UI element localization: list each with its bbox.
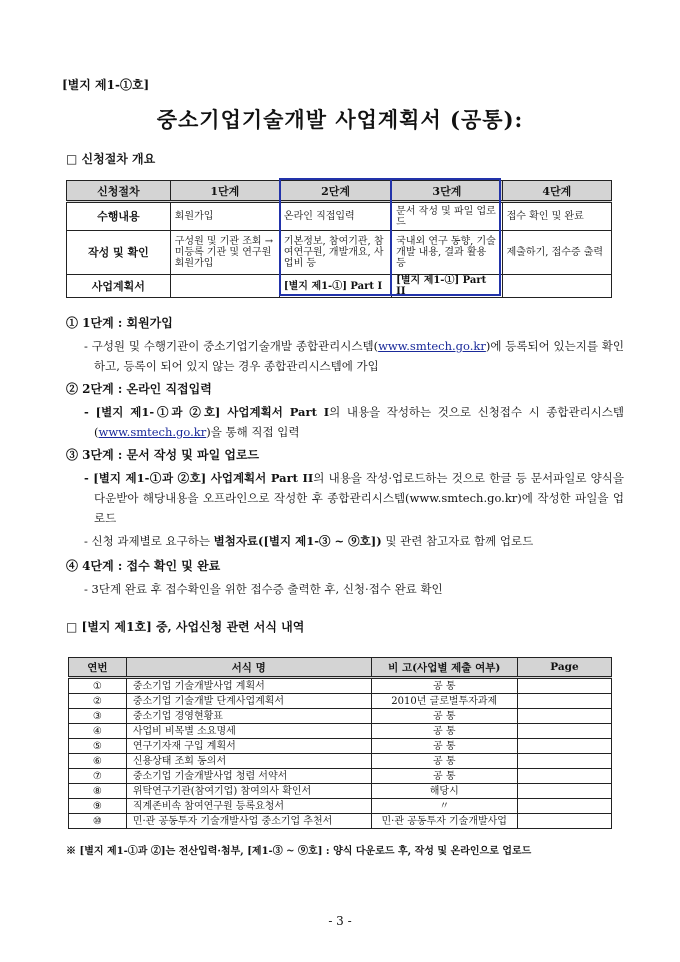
remark-cell: 해당시	[371, 784, 517, 799]
footnote: ※ [별지 제1-①과 ②]는 전산입력·첨부, [제1-③ ~ ⑨호] : 양식 다운로드 후, 작성 및 온라인으로 업로드	[66, 846, 532, 857]
text: - 구성원 및 수행기관이 중소기업기술개발 종합관리시스템(	[84, 339, 379, 353]
table-cell: 회원가입	[170, 202, 279, 231]
highlight-divider	[390, 178, 392, 296]
text: 및 관련 참고자료 함께 업로드	[381, 534, 534, 548]
table-header-row	[69, 658, 612, 678]
row-label: 작성 및 확인	[67, 231, 171, 275]
table-cell: [별지 제1-①] Part II	[392, 275, 502, 298]
remark-cell: 공 통	[371, 724, 517, 739]
text: - 3단계 완료 후 접수확인을 위한 접수증 출력한 후, 신청·접수 완료 확인	[84, 582, 443, 596]
table-cell: 문서 작성 및 파일 업로드	[392, 202, 502, 231]
row-label: 수행내용	[67, 202, 171, 231]
step-description	[84, 402, 624, 442]
remark-cell: 민·관 공동투자 기술개발사업	[371, 814, 517, 829]
form-number: [별지 제1-①호]	[62, 78, 150, 92]
form-name-cell: 신용상태 조회 동의서	[126, 754, 371, 769]
table-cell: 제출하기, 접수증 출력	[502, 231, 611, 275]
column-header: 서식 명	[126, 658, 371, 678]
section-heading-forms: □ [별지 제1호] 중, 사업신청 관련 서식 내역	[66, 620, 305, 634]
text: 의 내용을 작성하는 것으로 신청접수 시 종합관리시스템(	[94, 405, 624, 439]
step-heading: ④ 4단계 : 접수 확인 및 완료	[66, 559, 221, 573]
table-cell: 구성원 및 기관 조회 → 미등록 기관 및 연구원 회원가입	[170, 231, 279, 275]
column-header: 연번	[69, 658, 127, 678]
step-description	[84, 336, 624, 376]
column-header: 4단계	[502, 181, 611, 202]
row-number-cell: ①	[69, 678, 127, 694]
row-number-cell: ⑥	[69, 754, 127, 769]
table-row	[69, 814, 612, 829]
row-number-cell: ②	[69, 694, 127, 709]
table-row	[69, 694, 612, 709]
table-cell: 기본정보, 참여기관, 참여연구원, 개발개요, 사업비 등	[279, 231, 391, 275]
bold-text: - [별지 제1-①과 ②호] 사업계획서 Part II	[84, 471, 314, 485]
step-description	[84, 468, 624, 528]
forms-table	[68, 657, 612, 829]
page-cell	[517, 739, 611, 754]
table-row	[69, 769, 612, 784]
row-number-cell: ⑩	[69, 814, 127, 829]
form-name-cell: 직계존비속 참여연구원 등록요청서	[126, 799, 371, 814]
form-name-cell: 사업비 비목별 소요명세	[126, 724, 371, 739]
step-heading: ① 1단계 : 회원가입	[66, 316, 173, 330]
row-number-cell: ⑧	[69, 784, 127, 799]
table-row	[69, 739, 612, 754]
form-name-cell: 중소기업 기술개발 단계사업계획서	[126, 694, 371, 709]
page-title: 중소기업기술개발 사업계획서 (공통):	[156, 107, 524, 132]
smtech-link[interactable]: www.smtech.go.kr	[378, 339, 486, 353]
row-number-cell: ③	[69, 709, 127, 724]
text: - 신청 과제별로 요구하는	[84, 534, 214, 548]
page-cell	[517, 754, 611, 769]
page-cell	[517, 678, 611, 694]
remark-cell: 공 통	[371, 678, 517, 694]
row-number-cell: ⑨	[69, 799, 127, 814]
table-cell: 접수 확인 및 완료	[502, 202, 611, 231]
step-description	[84, 531, 624, 551]
row-number-cell: ⑤	[69, 739, 127, 754]
table-row	[69, 724, 612, 739]
section-heading-procedure: □ 신청절차 개요	[66, 152, 156, 166]
table-row	[69, 799, 612, 814]
remark-cell: 2010년 글로벌투자과제	[371, 694, 517, 709]
page-cell	[517, 784, 611, 799]
table-row	[69, 709, 612, 724]
table-cell: [별지 제1-①] Part I	[279, 275, 391, 298]
form-name-cell: 연구기자재 구입 계획서	[126, 739, 371, 754]
table-row	[69, 784, 612, 799]
table-cell	[502, 275, 611, 298]
step-description	[84, 579, 624, 599]
text: )을 통해 직접 입력	[206, 425, 300, 439]
page-cell	[517, 709, 611, 724]
column-header: Page	[517, 658, 611, 678]
table-cell: 온라인 직접입력	[279, 202, 391, 231]
column-header: 1단계	[170, 181, 279, 202]
page-cell	[517, 724, 611, 739]
form-name-cell: 위탁연구기관(참여기업) 참여의사 확인서	[126, 784, 371, 799]
smtech-link[interactable]: www.smtech.go.kr	[98, 425, 207, 439]
page-cell	[517, 769, 611, 784]
bold-text: - [별지 제1-①과 ②호] 사업계획서 Part I	[84, 405, 330, 419]
step-heading: ② 2단계 : 온라인 직접입력	[66, 382, 212, 396]
form-name-cell: 중소기업 기술개발사업 계획서	[126, 678, 371, 694]
page-cell	[517, 694, 611, 709]
page-number: - 3 -	[328, 914, 352, 928]
text: )에 등록되어 있는지를 확인하고, 등록이 되어 있지 않는 경우 종합관리시스템에 가입	[94, 339, 625, 373]
bold-text: 별첨자료([별지 제1-③ ~ ⑨호])	[213, 534, 382, 548]
form-name-cell: 중소기업 경영현황표	[126, 709, 371, 724]
text: 의 내용을 작성·업로드하는 것으로 한글 등 문서파일로 양식을 다운받아 해당내용을 오프라인으로 작성한 후 종합관리시스템(www.smtech.go.kr)에 작성한 파일을 업로드	[94, 471, 624, 525]
column-header: 신청절차	[67, 181, 171, 202]
remark-cell: 공 통	[371, 739, 517, 754]
row-number-cell: ⑦	[69, 769, 127, 784]
column-header: 비 고(사업별 제출 여부)	[371, 658, 517, 678]
column-header: 2단계	[279, 181, 391, 202]
table-cell	[170, 275, 279, 298]
table-row	[69, 754, 612, 769]
remark-cell: 공 통	[371, 769, 517, 784]
form-name-cell: 중소기업 기술개발사업 청렴 서약서	[126, 769, 371, 784]
column-header: 3단계	[392, 181, 502, 202]
remark-cell: 〃	[371, 799, 517, 814]
row-label: 사업계획서	[67, 275, 171, 298]
remark-cell: 공 통	[371, 709, 517, 724]
page-cell	[517, 814, 611, 829]
page-cell	[517, 799, 611, 814]
table-cell: 국내외 연구 동향, 기술개발 내용, 결과 활용 등	[392, 231, 502, 275]
form-name-cell: 민·관 공동투자 기술개발사업 중소기업 추천서	[126, 814, 371, 829]
remark-cell: 공 통	[371, 754, 517, 769]
row-number-cell: ④	[69, 724, 127, 739]
step-heading: ③ 3단계 : 문서 작성 및 파일 업로드	[66, 448, 260, 462]
table-row	[69, 678, 612, 694]
